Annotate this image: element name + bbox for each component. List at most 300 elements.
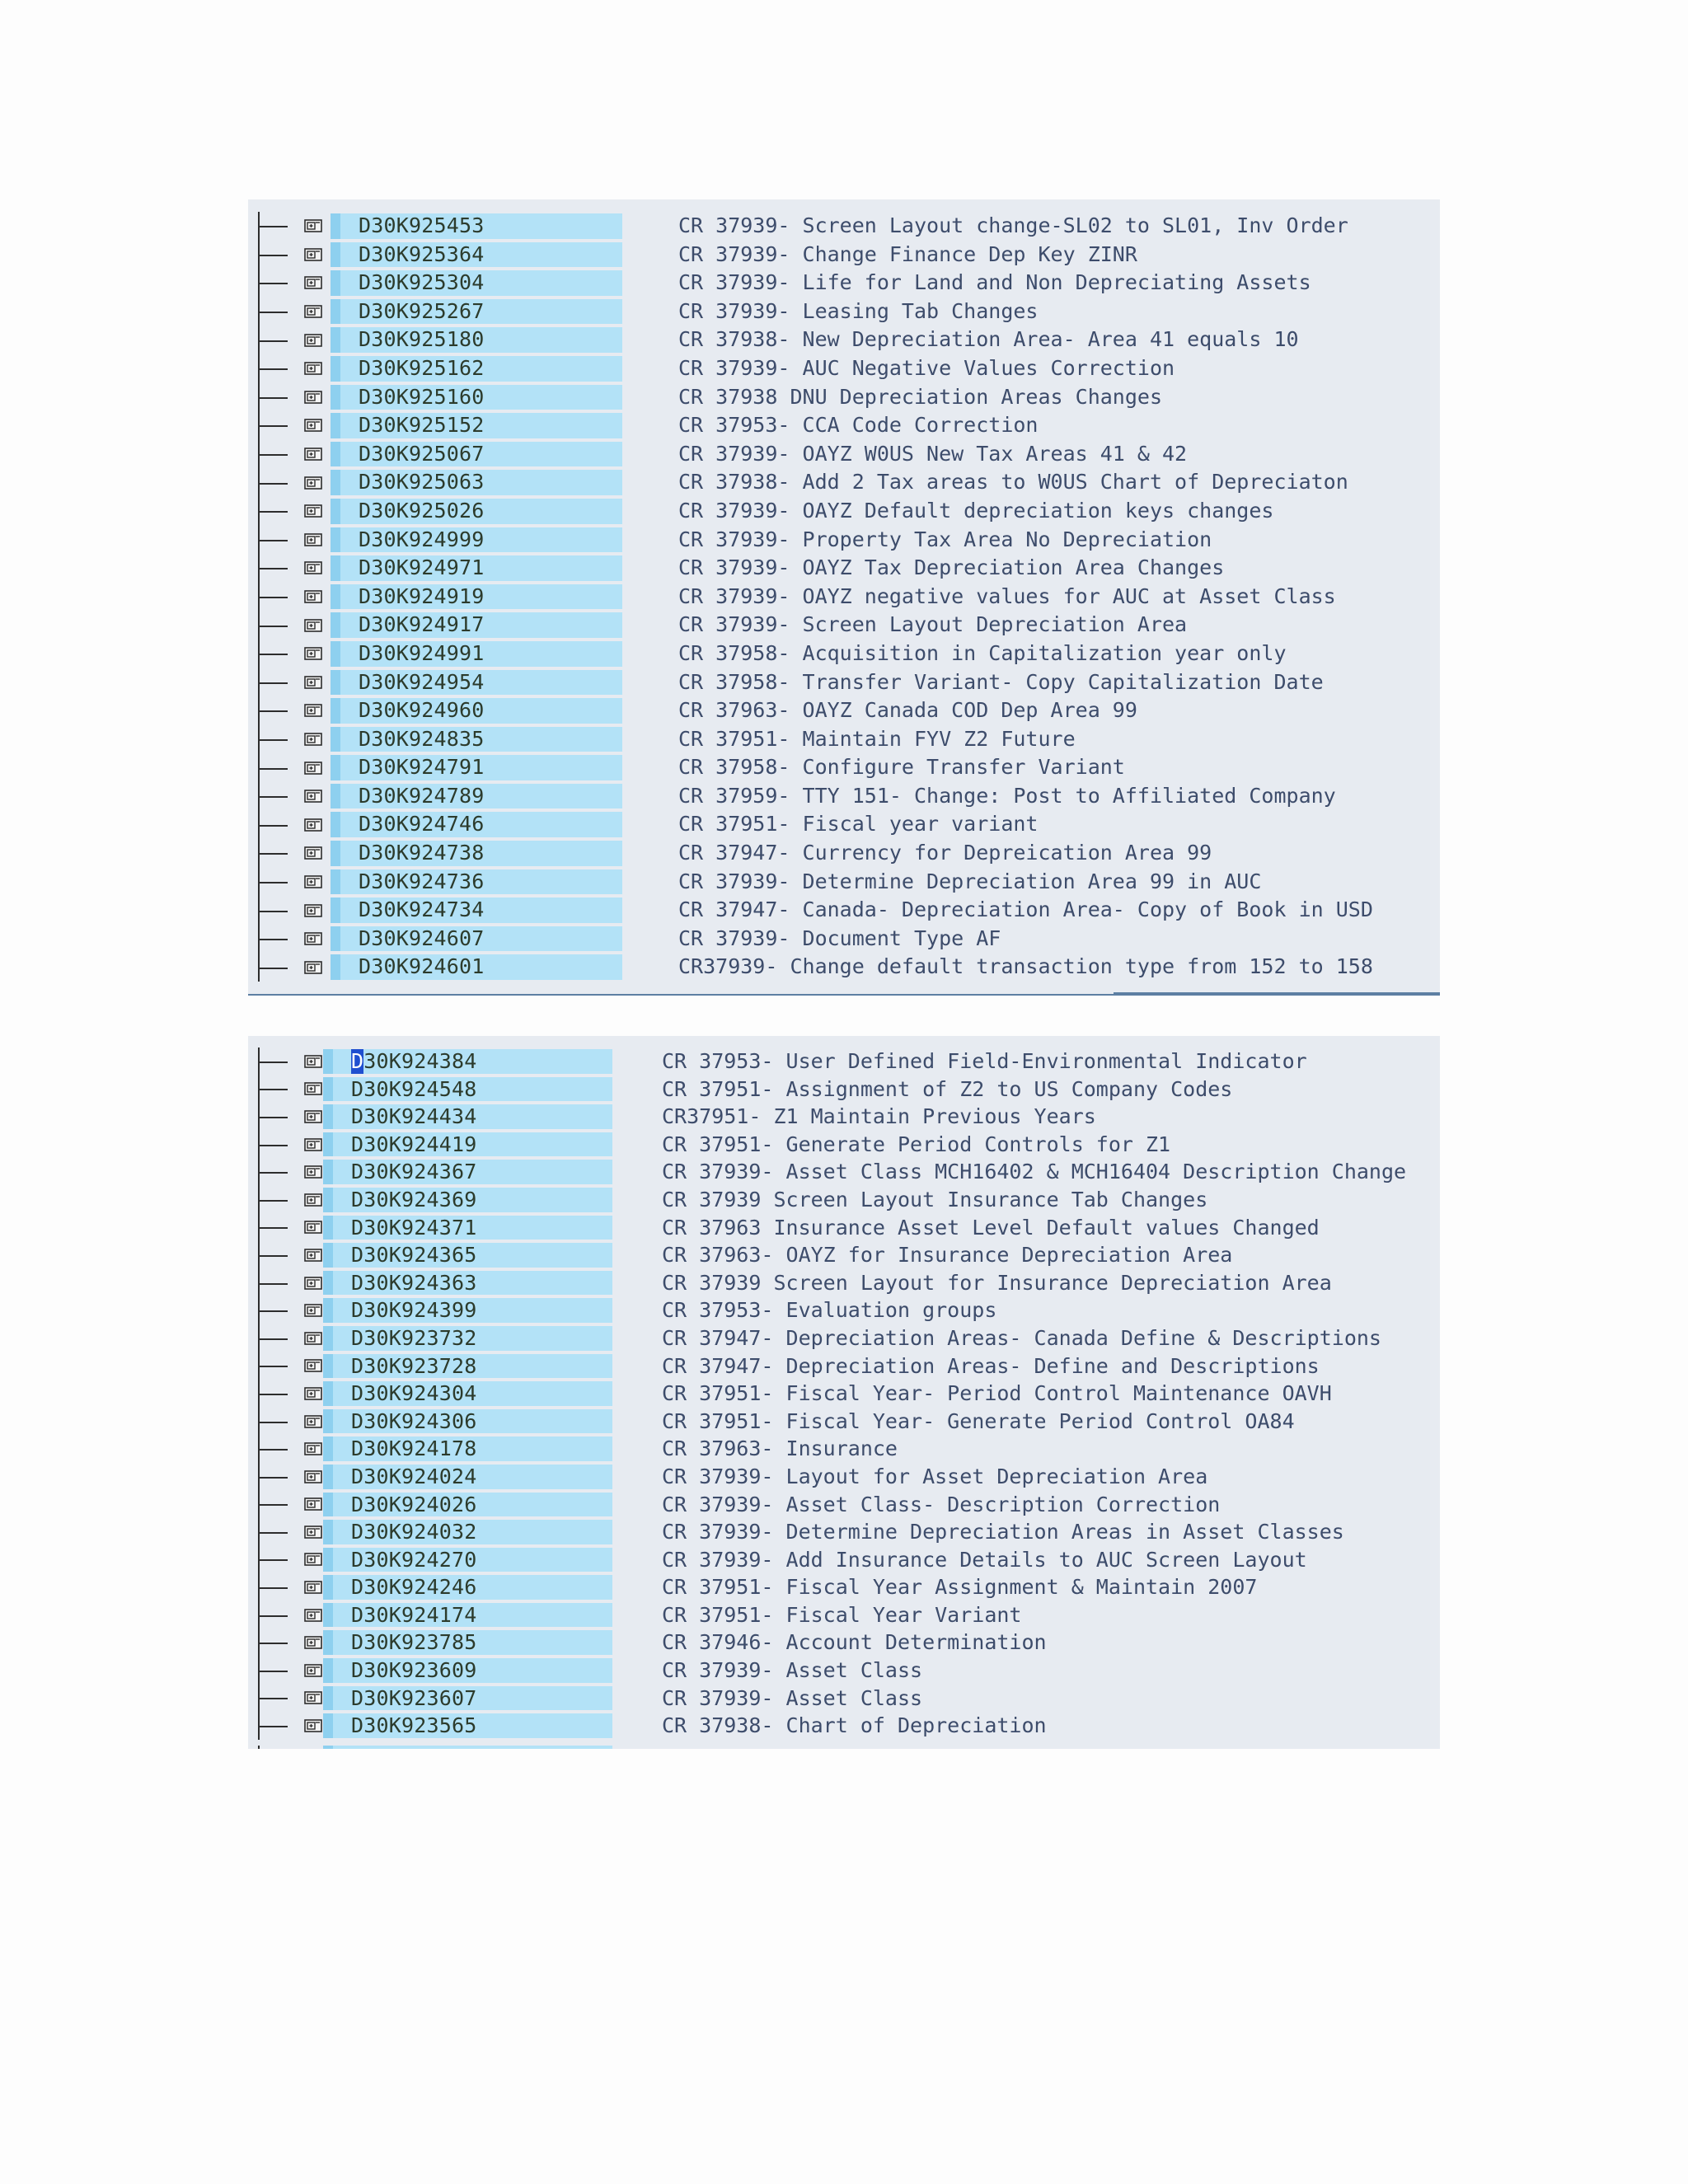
request-id: D30K924954 <box>359 669 485 694</box>
tree-connector <box>258 1269 298 1297</box>
tree-row[interactable] <box>248 1076 1440 1104</box>
tree-connector <box>258 411 298 440</box>
folder-tree-node-icon[interactable] <box>304 1249 322 1262</box>
request-description: CR 37951- Fiscal year variant <box>678 812 1039 837</box>
folder-tree-node-icon[interactable] <box>304 1636 322 1649</box>
tree-row[interactable] <box>248 953 1440 982</box>
folder-tree-node-icon[interactable] <box>304 1277 322 1290</box>
tree-connector <box>258 753 298 782</box>
tree-connector <box>258 810 298 839</box>
request-id: D30K925364 <box>359 241 485 266</box>
request-id: D30K924607 <box>359 926 485 950</box>
tree-row[interactable] <box>248 298 1440 326</box>
request-id-cell[interactable] <box>331 555 622 581</box>
tree-row[interactable] <box>248 1601 1440 1629</box>
folder-tree-node-icon[interactable] <box>304 419 322 432</box>
tree-connector <box>258 440 298 469</box>
request-id: D30K924399 <box>351 1298 477 1323</box>
request-id-cell[interactable] <box>323 1049 612 1074</box>
request-id: D30K925026 <box>359 498 485 523</box>
tree-row[interactable] <box>248 1352 1440 1380</box>
request-id-cell[interactable] <box>331 385 622 410</box>
request-id-cell[interactable] <box>331 584 622 610</box>
request-id-cell[interactable] <box>331 869 622 895</box>
folder-tree-node-icon[interactable] <box>304 334 322 347</box>
tree-row[interactable] <box>248 839 1440 868</box>
request-id-cell[interactable] <box>323 1575 612 1600</box>
tree-connector <box>258 326 298 354</box>
request-id-cell[interactable] <box>331 242 622 268</box>
request-description: CR 37951- Assignment of Z2 to US Company Codes <box>662 1076 1233 1101</box>
request-id: D30K924434 <box>351 1104 477 1129</box>
request-description: CR 37939- Layout for Asset Depreciation Area <box>662 1464 1208 1488</box>
request-id: D30K924746 <box>359 812 485 837</box>
folder-tree-node-icon[interactable] <box>304 733 322 746</box>
folder-tree-node-icon[interactable] <box>304 1304 322 1317</box>
folder-tree-node-icon[interactable] <box>304 248 322 261</box>
tree-connector <box>258 1685 298 1713</box>
request-id-cell[interactable] <box>323 1713 612 1738</box>
tree-connector <box>258 1435 298 1463</box>
request-id-cell[interactable] <box>331 841 622 866</box>
request-id: D30K925152 <box>359 413 485 438</box>
tree-row[interactable] <box>248 526 1440 555</box>
folder-tree-node-icon[interactable] <box>304 647 322 660</box>
request-id: D30K925063 <box>359 470 485 494</box>
tree-connector <box>258 269 298 298</box>
request-description: CR 37959- TTY 151- Change: Post to Affiliated Company <box>678 783 1336 808</box>
request-description: CR 37947- Depreciation Areas- Define and Descriptions <box>662 1353 1320 1378</box>
request-description: CR 37938- New Depreciation Area- Area 41 equals 10 <box>678 327 1299 352</box>
tree-row[interactable] <box>248 583 1440 612</box>
tree-row[interactable] <box>248 1685 1440 1713</box>
folder-tree-node-icon[interactable] <box>304 790 322 803</box>
request-id: D30K925453 <box>359 213 485 237</box>
tree-row[interactable] <box>248 668 1440 697</box>
tree-row[interactable] <box>248 1158 1440 1186</box>
folder-tree-node-icon[interactable] <box>304 448 322 461</box>
tree-connector <box>258 583 298 612</box>
request-id-cell[interactable] <box>331 755 622 780</box>
tree-row[interactable] <box>248 1629 1440 1657</box>
request-id-cell[interactable] <box>331 499 622 524</box>
tree-row[interactable] <box>248 1047 1440 1076</box>
tree-row[interactable] <box>248 1296 1440 1324</box>
tree-row[interactable] <box>248 1408 1440 1436</box>
tree-row[interactable] <box>248 1657 1440 1685</box>
tree-row[interactable] <box>248 1103 1440 1131</box>
folder-tree-node-icon[interactable] <box>304 818 322 832</box>
folder-tree-node-icon[interactable] <box>304 1691 322 1704</box>
request-id-cell[interactable] <box>323 1354 612 1379</box>
request-id: D30K924174 <box>351 1602 477 1627</box>
request-id-cell[interactable] <box>331 527 622 553</box>
tree-row[interactable] <box>248 810 1440 839</box>
panel-bottom-accent <box>1114 992 1440 996</box>
tree-connector <box>258 839 298 868</box>
tree-connector <box>258 1629 298 1657</box>
tree-connector <box>258 953 298 982</box>
request-id: D30K924971 <box>359 555 485 580</box>
tree-connector <box>258 1712 298 1740</box>
request-id: D30K924789 <box>359 783 485 808</box>
folder-tree-node-icon[interactable] <box>304 1553 322 1566</box>
tree-row[interactable] <box>248 440 1440 469</box>
folder-tree-node-icon[interactable] <box>304 1497 322 1511</box>
request-id-cell[interactable] <box>331 670 622 696</box>
tree-row[interactable] <box>248 1491 1440 1519</box>
request-id-cell[interactable] <box>331 641 622 667</box>
folder-tree-node-icon[interactable] <box>304 1332 322 1345</box>
folder-tree-node-icon[interactable] <box>304 1609 322 1622</box>
request-id-cell[interactable] <box>323 1686 612 1711</box>
tree-row[interactable] <box>248 1463 1440 1491</box>
tree-row[interactable] <box>248 1573 1440 1601</box>
folder-tree-node-icon[interactable] <box>304 1110 322 1123</box>
request-description: CR 37939- AUC Negative Values Correction <box>678 355 1175 380</box>
request-id: D30K924304 <box>351 1381 477 1406</box>
tree-row[interactable] <box>248 326 1440 354</box>
request-id: D30K924601 <box>359 954 485 979</box>
request-id-cell[interactable] <box>323 1298 612 1323</box>
tree-row[interactable] <box>248 1186 1440 1214</box>
request-id-cell[interactable] <box>331 356 622 382</box>
request-id: D30K924919 <box>359 583 485 608</box>
request-id: D30K924736 <box>359 869 485 893</box>
tree-connector <box>258 1241 298 1269</box>
request-id: D30K924306 <box>351 1408 477 1433</box>
request-id: D30K924960 <box>359 698 485 723</box>
request-id: D30K923565 <box>351 1713 477 1738</box>
request-description: CR 37939- Document Type AF <box>678 926 1001 950</box>
request-description: CR 37939- Screen Layout change-SL02 to SL01, Inv Order <box>678 213 1348 237</box>
tree-connector <box>258 1657 298 1685</box>
tree-row[interactable] <box>248 212 1440 241</box>
request-id-cell[interactable] <box>323 1160 612 1184</box>
folder-tree-node-icon[interactable] <box>304 1719 322 1732</box>
folder-tree-node-icon[interactable] <box>304 1193 322 1207</box>
request-id-cell[interactable] <box>323 1188 612 1212</box>
folder-tree-node-icon[interactable] <box>304 276 322 289</box>
tree-row[interactable] <box>248 1241 1440 1269</box>
request-description: CR 37939- Property Tax Area No Depreciation <box>678 527 1212 551</box>
request-id: D30K924032 <box>351 1520 477 1544</box>
request-id-cell[interactable] <box>331 698 622 724</box>
folder-tree-node-icon[interactable] <box>304 476 322 490</box>
request-id: D30K924026 <box>351 1492 477 1516</box>
tree-connector <box>258 1296 298 1324</box>
request-id: D30K924024 <box>351 1464 477 1488</box>
request-id: D30K924365 <box>351 1243 477 1268</box>
tree-connector <box>258 1186 298 1214</box>
folder-tree-node-icon[interactable] <box>304 1470 322 1483</box>
tree-row[interactable] <box>248 1518 1440 1546</box>
request-id-cell[interactable] <box>331 612 622 638</box>
request-id-cell[interactable] <box>323 1630 612 1655</box>
tree-connector <box>258 1352 298 1380</box>
request-description: CR 37947- Currency for Depreication Area 99 <box>678 841 1212 865</box>
tree-connector <box>258 868 298 897</box>
tree-connector <box>258 1380 298 1408</box>
tree-connector <box>258 354 298 383</box>
tree-connector <box>258 1214 298 1242</box>
tree-connector <box>258 640 298 668</box>
tree-row[interactable] <box>248 241 1440 269</box>
tree-row[interactable] <box>248 782 1440 811</box>
request-id: D30K924734 <box>359 898 485 922</box>
request-id-cell[interactable] <box>331 270 622 296</box>
request-id-cell[interactable] <box>323 1436 612 1461</box>
tree-row[interactable] <box>248 1269 1440 1297</box>
tree-row[interactable] <box>248 925 1440 954</box>
request-id: D30K925162 <box>359 355 485 380</box>
tree-row[interactable] <box>248 696 1440 725</box>
request-id-cell[interactable] <box>323 1381 612 1406</box>
request-description: CR 37938- Chart of Depreciation <box>662 1713 1047 1738</box>
folder-tree-node-icon[interactable] <box>304 619 322 632</box>
request-id-cell[interactable] <box>331 442 622 467</box>
folder-tree-node-icon[interactable] <box>304 1581 322 1594</box>
request-id-cell[interactable] <box>323 1520 612 1544</box>
request-id-cell[interactable] <box>323 1603 612 1628</box>
folder-tree-node-icon[interactable] <box>304 362 322 375</box>
request-id: D30K923785 <box>351 1630 477 1655</box>
request-id-cell[interactable] <box>331 470 622 495</box>
tree-row[interactable] <box>248 1380 1440 1408</box>
request-id-cell[interactable] <box>331 727 622 752</box>
tree-row[interactable] <box>248 411 1440 440</box>
tree-connector <box>258 383 298 412</box>
tree-connector <box>258 1601 298 1629</box>
tree-row[interactable] <box>248 497 1440 526</box>
tree-connector <box>258 925 298 954</box>
request-id-cell[interactable] <box>323 1465 612 1489</box>
request-description: CR 37946- Account Determination <box>662 1630 1047 1655</box>
tree-connector <box>258 497 298 526</box>
request-description: CR 37939- OAYZ Default depreciation keys changes <box>678 498 1274 523</box>
folder-tree-node-icon[interactable] <box>304 1165 322 1179</box>
request-id: D30K923609 <box>351 1658 477 1683</box>
folder-tree-node-icon[interactable] <box>304 1221 322 1234</box>
tree-connector <box>258 526 298 555</box>
tree-row[interactable] <box>248 1546 1440 1574</box>
folder-tree-node-icon[interactable] <box>304 961 322 974</box>
tree-connector <box>258 725 298 754</box>
request-id-cell[interactable] <box>323 1409 612 1434</box>
tree-connector <box>258 1103 298 1131</box>
tree-connector <box>258 1546 298 1574</box>
request-id-cell[interactable] <box>323 1216 612 1240</box>
tree-row[interactable] <box>248 468 1440 497</box>
request-description: CR 37939- Screen Layout Depreciation Area <box>678 612 1188 637</box>
request-id-cell[interactable] <box>323 1271 612 1296</box>
folder-tree-node-icon[interactable] <box>304 704 322 717</box>
tree-row[interactable] <box>248 896 1440 925</box>
request-description: CR 37939- OAYZ Tax Depreciation Area Changes <box>678 555 1225 580</box>
request-description: CR 37953- User Defined Field-Environmental Indicator <box>662 1049 1307 1073</box>
tree-connector <box>258 241 298 269</box>
tree-row[interactable] <box>248 1214 1440 1242</box>
request-id: D30K925267 <box>359 298 485 323</box>
request-id-cell[interactable] <box>323 1493 612 1517</box>
tree-row[interactable] <box>248 1435 1440 1463</box>
request-id: D30K924738 <box>359 841 485 865</box>
request-id-cell[interactable] <box>323 1132 612 1157</box>
folder-tree-node-icon[interactable] <box>304 1415 322 1428</box>
request-id: D30K924178 <box>351 1436 477 1461</box>
request-description: CR 37947- Depreciation Areas- Canada Define & Descriptions <box>662 1325 1381 1350</box>
request-description: CR 37939 Screen Layout for Insurance Depreciation Area <box>662 1270 1332 1295</box>
request-id-cell[interactable] <box>323 1077 612 1102</box>
request-id: D30K924246 <box>351 1575 477 1600</box>
folder-tree-node-icon[interactable] <box>304 1082 322 1095</box>
folder-tree-node-icon[interactable] <box>304 219 322 232</box>
request-description: CR 37963- OAYZ Canada COD Dep Area 99 <box>678 698 1137 723</box>
request-description: CR 37939- Asset Class MCH16402 & MCH16404 Description Change <box>662 1160 1407 1184</box>
request-id-cell[interactable] <box>331 327 622 353</box>
request-id-cell <box>323 1746 612 1749</box>
tree-connector <box>258 1463 298 1491</box>
tree-row[interactable] <box>248 868 1440 897</box>
tree-row[interactable] <box>248 1712 1440 1740</box>
request-id-cell[interactable] <box>323 1548 612 1572</box>
request-description: CR37939- Change default transaction type from 152 to 158 <box>678 954 1373 979</box>
transport-request-list-2 <box>248 1047 1440 1740</box>
request-description: CR 37963 Insurance Asset Level Default values Changed <box>662 1215 1320 1240</box>
folder-tree-node-icon[interactable] <box>304 590 322 603</box>
request-description: CR 37939- OAYZ W0US New Tax Areas 41 & 42 <box>678 441 1188 466</box>
tree-connector <box>258 1047 298 1076</box>
request-id: D30K924835 <box>359 726 485 751</box>
request-id-cell[interactable] <box>331 926 622 952</box>
folder-tree-node-icon[interactable] <box>304 762 322 775</box>
folder-tree-node-icon[interactable] <box>304 1055 322 1068</box>
request-id-cell[interactable] <box>331 898 622 923</box>
request-id-cell[interactable] <box>331 954 622 980</box>
request-description: CR 37951- Generate Period Controls for Z1 <box>662 1132 1171 1156</box>
request-id: D30K924419 <box>351 1132 477 1156</box>
request-description: CR 37958- Transfer Variant- Copy Capitalization Date <box>678 669 1324 694</box>
folder-tree-node-icon[interactable] <box>304 1664 322 1677</box>
tree-connector <box>258 1158 298 1186</box>
folder-tree-node-icon[interactable] <box>304 305 322 318</box>
request-description: CR 37951- Maintain FYV Z2 Future <box>678 726 1076 751</box>
tree-row[interactable] <box>248 753 1440 782</box>
request-id: D30K924367 <box>351 1160 477 1184</box>
folder-tree-node-icon[interactable] <box>304 1138 322 1151</box>
request-id-cell[interactable] <box>331 812 622 837</box>
request-description: CR 37951- Fiscal Year- Generate Period Control OA84 <box>662 1408 1295 1433</box>
folder-tree-node-icon[interactable] <box>304 1359 322 1372</box>
request-id: D30K925180 <box>359 327 485 352</box>
folder-tree-node-icon[interactable] <box>304 1442 322 1455</box>
request-id: D30K924917 <box>359 612 485 637</box>
request-id-cell[interactable] <box>331 413 622 438</box>
folder-tree-node-icon[interactable] <box>304 533 322 546</box>
tree-connector <box>258 212 298 241</box>
request-description: CR 37939- Add Insurance Details to AUC Screen Layout <box>662 1547 1307 1572</box>
tree-row[interactable] <box>248 1324 1440 1352</box>
folder-tree-node-icon[interactable] <box>304 846 322 860</box>
request-id-cell[interactable] <box>323 1326 612 1351</box>
request-description: CR 37951- Fiscal Year Variant <box>662 1602 1022 1627</box>
request-description: CR 37939- OAYZ negative values for AUC at Asset Class <box>678 583 1336 608</box>
request-id-cell[interactable] <box>331 784 622 809</box>
request-id: D30K924384 <box>351 1049 477 1073</box>
request-id-cell[interactable] <box>323 1243 612 1268</box>
tree-row[interactable] <box>248 383 1440 412</box>
tree-connector <box>258 782 298 811</box>
tree-connector <box>258 1573 298 1601</box>
tree-connector <box>258 554 298 583</box>
tree-connector <box>258 1076 298 1104</box>
tree-connector <box>258 1491 298 1519</box>
folder-tree-node-icon[interactable] <box>304 676 322 689</box>
tree-row[interactable] <box>248 554 1440 583</box>
tree-connector <box>258 1746 298 1749</box>
request-id: D30K924270 <box>351 1547 477 1572</box>
tree-row-cut-off <box>248 1746 1440 1749</box>
folder-tree-node-icon[interactable] <box>304 391 322 404</box>
request-id: D30K924363 <box>351 1270 477 1295</box>
folder-tree-node-icon[interactable] <box>304 875 322 888</box>
request-description: CR 37939- Life for Land and Non Depreciating Assets <box>678 270 1311 295</box>
request-description: CR 37938 DNU Depreciation Areas Changes <box>678 384 1162 409</box>
request-id: D30K924371 <box>351 1215 477 1240</box>
folder-tree-node-icon[interactable] <box>304 904 322 917</box>
text-cursor: D <box>351 1049 364 1073</box>
request-description: CR 37938- Add 2 Tax areas to W0US Chart of Depreciaton <box>678 470 1348 494</box>
request-description: CR 37939- Determine Depreciation Areas in Asset Classes <box>662 1520 1344 1544</box>
request-description: CR 37958- Configure Transfer Variant <box>678 755 1125 780</box>
request-description: CR 37939 Screen Layout Insurance Tab Changes <box>662 1187 1208 1212</box>
folder-tree-node-icon[interactable] <box>304 561 322 574</box>
request-id: D30K925160 <box>359 384 485 409</box>
request-id: D30K923732 <box>351 1325 477 1350</box>
tree-connector <box>258 1324 298 1352</box>
tree-connector <box>258 468 298 497</box>
request-id: D30K925304 <box>359 270 485 295</box>
tree-connector <box>258 611 298 640</box>
tree-row[interactable] <box>248 354 1440 383</box>
request-description: CR 37951- Fiscal Year Assignment & Maintain 2007 <box>662 1575 1258 1600</box>
tree-row[interactable] <box>248 1131 1440 1159</box>
request-id-cell[interactable] <box>323 1104 612 1129</box>
request-description: CR 37953- Evaluation groups <box>662 1298 997 1323</box>
tree-connector <box>258 1131 298 1159</box>
request-id: D30K924791 <box>359 755 485 780</box>
tree-connector <box>258 696 298 725</box>
transport-request-tree-panel-1 <box>248 199 1440 996</box>
tree-connector <box>258 668 298 697</box>
folder-tree-node-icon[interactable] <box>304 932 322 945</box>
tree-connector <box>258 1408 298 1436</box>
request-id-cell[interactable] <box>331 299 622 325</box>
folder-tree-node-icon[interactable] <box>304 1387 322 1400</box>
tree-row[interactable] <box>248 611 1440 640</box>
request-description: CR 37958- Acquisition in Capitalization year only <box>678 640 1287 665</box>
tree-row[interactable] <box>248 269 1440 298</box>
folder-tree-node-icon[interactable] <box>304 504 322 518</box>
tree-row[interactable] <box>248 725 1440 754</box>
request-id-cell[interactable] <box>331 213 622 239</box>
tree-row[interactable] <box>248 640 1440 668</box>
request-id: D30K923607 <box>351 1685 477 1710</box>
folder-tree-node-icon[interactable] <box>304 1526 322 1539</box>
request-id-cell[interactable] <box>323 1658 612 1683</box>
tree-connector <box>258 1518 298 1546</box>
request-id: D30K925067 <box>359 441 485 466</box>
